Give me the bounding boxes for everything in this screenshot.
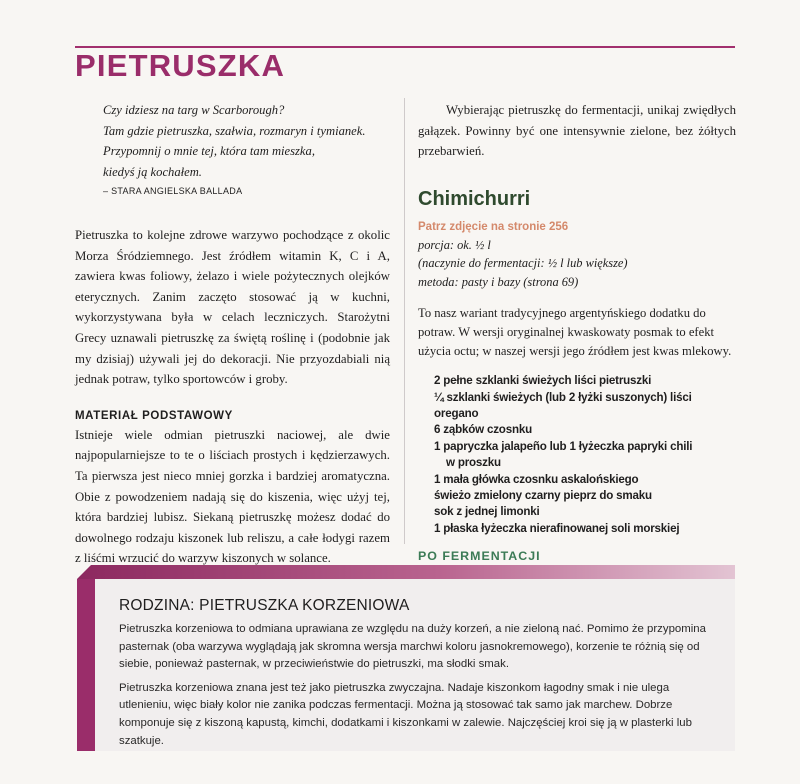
page-title: PIETRUSZKA bbox=[75, 48, 286, 83]
ingredient-item bbox=[434, 455, 736, 471]
family-box-title: RODZINA: PIETRUSZKA KORZENIOWA bbox=[119, 597, 410, 614]
recipe-title: Chimichurri bbox=[418, 187, 531, 210]
recipe-photo-reference: Patrz zdjęcie na stronie 256 bbox=[418, 220, 569, 233]
base-material-heading: MATERIAŁ PODSTAWOWY bbox=[75, 409, 233, 422]
ingredient-item: świeżo zmielony czarny pieprz do smaku bbox=[434, 489, 652, 502]
right-column bbox=[418, 100, 736, 584]
recipe-vessel: (naczynie do fermentacji: ½ l lub większe) bbox=[418, 256, 628, 271]
ingredient-continuation: w proszku bbox=[446, 456, 501, 470]
ingredient-item: 2 pełne szklanki świeżych liści pietruszki bbox=[434, 374, 652, 388]
family-box-accent-top bbox=[77, 565, 735, 579]
ingredient-item: ¼ szklanki świeżych (lub 2 łyżki suszonych) liści oregano bbox=[434, 390, 692, 420]
column-divider bbox=[404, 98, 405, 544]
ingredient-item: 1 papryczka jalapeño lub 1 łyżeczka papryki chili bbox=[434, 439, 693, 453]
recipe-method: metoda: pasty i bazy (strona 69) bbox=[418, 274, 579, 289]
epigraph-source: – STARA ANGIELSKA BALLADA bbox=[103, 186, 243, 196]
ingredient-item: sok z jednej limonki bbox=[434, 505, 540, 519]
ingredient-item: 1 płaska łyżeczka nierafinowanej soli morskiej bbox=[434, 521, 680, 535]
ingredient-item: 1 mała główka czosnku askalońskiego bbox=[434, 472, 639, 486]
left-column bbox=[75, 100, 390, 569]
family-paragraph: Pietruszka korzeniowa to odmiana uprawiana ze względu na duży korzeń, a nie zieloną nać. Pomimo że przypomina pasternak (oba warzywa wyglądają jak skromna wersja marchwi koloru jasnokremowego), korzenie te różnią się od siebie, ponieważ pasternak, w przeciwieństwie do pietruszki, ma słodki smak. bbox=[119, 623, 706, 671]
intro-paragraph: Pietruszka to kolejne zdrowe warzywo pochodzące z okolic Morza Śródziemnego. Jest źródłem witamin K, C i A, zawiera kwas foliowy, żelazo i wiele pożytecznych olejków eterycznych. Zanim zaczęto stosować ją w kuchni, wykorzystywana była w celach leczniczych. Starożytni Grecy uznawali pietruszkę za świętą roślinę i (podobnie jak my dzisiaj) używali jej do dekoracji. Nie przyozdabiali nią jednak potraw, tylko sportowców i groby. bbox=[75, 228, 390, 387]
ingredient-item: 6 ząbków czosnku bbox=[434, 423, 532, 437]
fermentation-heading: PO FERMENTACJI bbox=[418, 549, 541, 564]
epigraph-line: Czy idziesz na targ w Scarborough? bbox=[103, 103, 285, 117]
epigraph-line: Przypomnij o mnie tej, która tam mieszka, bbox=[103, 144, 315, 158]
family-box-text bbox=[119, 621, 719, 756]
family-paragraph: Pietruszka korzeniowa znana jest też jako pietruszka zwyczajna. Nadaje kiszonkom łagodny smak i nie ulega utlenieniu, więc biały kolor nie zanika podczas fermentacji. Można ją stosować tak samo jak marchew. Dobrze komponuje się z kiszoną kapustą, kimchi, dodatkami i kiszonkami w zalewie. Najczęściej kroi się ją w plasterki lub szatkuje. bbox=[119, 681, 692, 747]
epigraph-line: Tam gdzie pietruszka, szałwia, rozmaryn i tymianek. bbox=[103, 123, 366, 138]
family-box-accent-side bbox=[77, 579, 95, 751]
family-box bbox=[95, 578, 735, 751]
ingredient-list bbox=[434, 373, 736, 537]
base-material-text: Istnieje wiele odmian pietruszki naciowej, ale dwie najpopularniejsze to te o liściach prostych i kędzierzawych. Ta pierwsza jest nieco mniej gorzka i bardziej aromatyczna. Obie z powodzeniem nadają się do kiszenia, więc użyj tej, która bardziej lubisz. Siekaną pietruszkę możesz dodać do dowolnego rodzaju kiszonek lub reliszu, a całe łodygi razem z liśćmi wrzucić do warzyw kiszonych w solance. bbox=[75, 427, 390, 566]
recipe-meta bbox=[418, 236, 736, 292]
epigraph-line: kiedyś ją kochałem. bbox=[103, 164, 202, 179]
recipe-portion: porcja: ok. ½ l bbox=[418, 237, 491, 252]
recipe-description: To nasz wariant tradycyjnego argentyńskiego dodatku do potraw. W wersji oryginalnej kwaskowaty posmak to efekt użycia octu; w naszej wersji jego źródłem jest kwas mlekowy. bbox=[418, 305, 732, 358]
right-intro-paragraph: Wybierając pietruszkę do fermentacji, unikaj zwiędłych gałązek. Powinny być one intensywnie zielone, bez żółtych przebarwień. bbox=[418, 103, 736, 159]
epigraph bbox=[103, 100, 390, 182]
